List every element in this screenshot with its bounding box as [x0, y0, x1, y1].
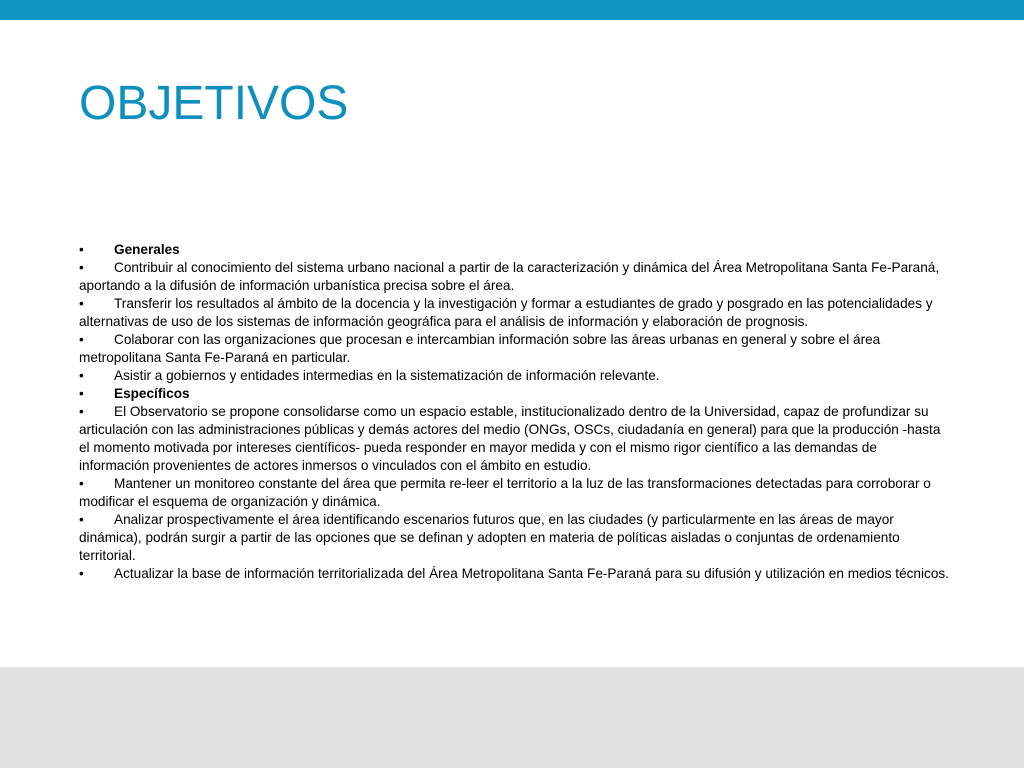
list-item-text: Actualizar la base de información territorializada del Área Metropolitana Santa Fe-Paraná para su difusión y utilización en medios técnicos. [114, 566, 949, 581]
list-item-text: Generales [114, 242, 180, 257]
bullet-icon: • [79, 368, 84, 383]
slide-title: OBJETIVOS [79, 77, 349, 130]
bullet-icon: • [79, 242, 84, 257]
list-item-text: Analizar prospectivamente el área identificando escenarios futuros que, en las ciudades (y particularmente en las áreas de mayor dinámica), podrán surgir a partir de las opciones que se definan y adopten en materia de políticas aisladas o conjuntas de ordenamiento territorial. [79, 512, 900, 563]
list-item-text: Asistir a gobiernos y entidades intermedias en la sistematización de información relevante. [114, 368, 660, 383]
top-accent-bar [0, 0, 1024, 20]
bullet-icon: • [79, 476, 84, 491]
list-item [79, 259, 949, 295]
list-item-text: Colaborar con las organizaciones que procesan e intercambian información sobre las áreas urbanas en general y sobre el área metropolitana Santa Fe-Paraná en particular. [79, 332, 881, 365]
bullet-icon: • [79, 566, 84, 581]
bullet-icon: • [79, 296, 84, 311]
bullet-icon: • [79, 386, 84, 401]
objectives-list [79, 241, 949, 583]
list-item-text: Específicos [114, 386, 190, 401]
list-item [79, 403, 949, 475]
list-item [79, 295, 949, 331]
bottom-band [0, 667, 1024, 768]
bullet-icon: • [79, 260, 84, 275]
bullet-icon: • [79, 512, 84, 527]
list-item-text: Contribuir al conocimiento del sistema urbano nacional a partir de la caracterización y dinámica del Área Metropolitana Santa Fe-Paraná, aportando a la difusión de información urbanística precisa sobre el área. [79, 260, 940, 293]
list-item-especificos-heading [79, 385, 949, 403]
bullet-icon: • [79, 332, 84, 347]
bullet-icon: • [79, 404, 84, 419]
list-item [79, 511, 949, 565]
list-item [79, 475, 949, 511]
list-item-text: El Observatorio se propone consolidarse como un espacio estable, institucionalizado dentro de la Universidad, capaz de profundizar su articulación con las administraciones públicas y demás actores del medio (ONGs, OSCs, ciudadanía en general) para que la producción -hasta el momento motivada por intereses científicos- pueda responder en mayor medida y con el mismo rigor científico a las demandas de información provenientes de actores inmersos o vinculados con el ámbito en estudio. [79, 404, 941, 473]
list-item-text: Transferir los resultados al ámbito de la docencia y la investigación y formar a estudiantes de grado y posgrado en las potencialidades y alternativas de uso de los sistemas de información geográfica para el análisis de información y elaboración de prognosis. [79, 296, 933, 329]
list-item-text: Mantener un monitoreo constante del área que permita re-leer el territorio a la luz de las transformaciones detectadas para corroborar o modificar el esquema de organización y dinámica. [79, 476, 931, 509]
list-item [79, 331, 949, 367]
list-item [79, 565, 949, 583]
list-item-generales-heading [79, 241, 949, 259]
list-item [79, 367, 949, 385]
